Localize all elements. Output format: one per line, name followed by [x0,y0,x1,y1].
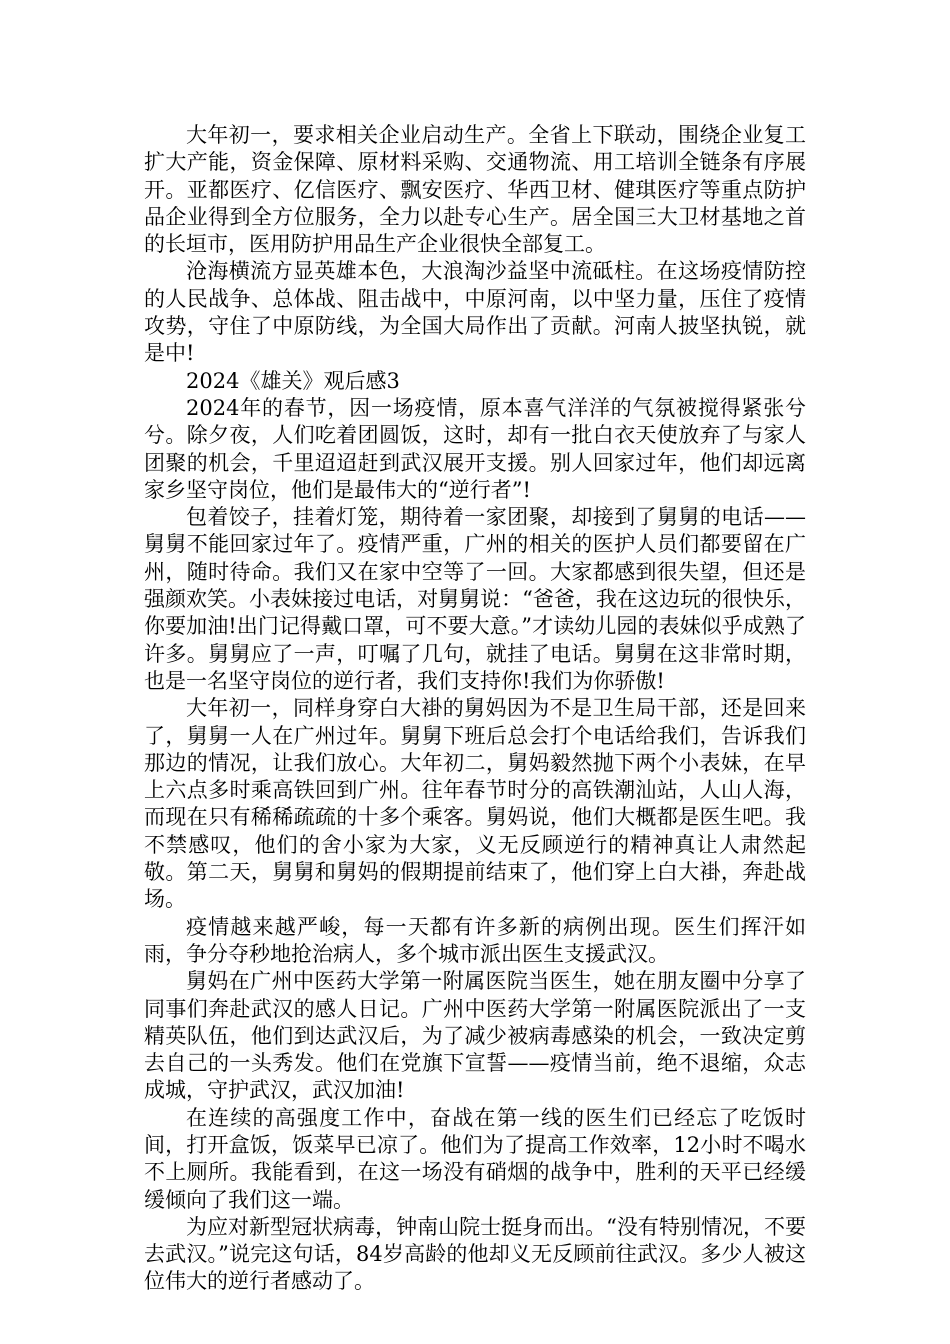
paragraph: 2024年的春节，因一场疫情，原本喜气洋洋的气氛被搅得紧张兮兮。除夕夜，人们吃着团圆饭，这时，却有一批白衣天使放弃了与家人团聚的机会，千里迢迢赶到武汉展开支援。别人回家过年，他们却远离家乡坚守岗位，他们是最伟大的“逆行者”! [144,395,806,502]
paragraph: 为应对新型冠状病毒，钟南山院士挺身而出。“没有特别情况，不要去武汉。”说完这句话，84岁高龄的他却义无反顾前往武汉。多少人被这位伟大的逆行者感动了。 [144,1214,806,1294]
paragraph: 在连续的高强度工作中，奋战在第一线的医生们已经忘了吃饭时间，打开盒饭，饭菜早已凉了。他们为了提高工作效率，12小时不喝水不上厕所。我能看到，在这一场没有硝烟的战争中，胜利的天平已经缓缓倾向了我们这一端。 [144,1105,806,1212]
section-heading: 2024《雄关》观后感3 [186,368,400,393]
paragraph: 沧海横流方显英雄本色，大浪淘沙益坚中流砥柱。在这场疫情防控的人民战争、总体战、阻击战中，中原河南，以中坚力量，压住了疫情攻势，守住了中原防线，为全国大局作出了贡献。河南人披坚执锐，就是中! [144,259,806,366]
paragraph: 大年初一，同样身穿白大褂的舅妈因为不是卫生局干部，还是回来了，舅舅一人在广州过年。舅舅下班后总会打个电话给我们，告诉我们那边的情况，让我们放心。大年初二，舅妈毅然抛下两个小表妹，在早上六点多时乘高铁回到广州。往年春节时分的高铁潮汕站，人山人海，而现在只有稀稀疏疏的十多个乘客。舅妈说，他们大概都是医生吧。我不禁感叹，他们的舍小家为大家，义无反顾逆行的精神真让人肃然起敬。第二天，舅舅和舅妈的假期提前结束了，他们穿上白大褂，奔赴战场。 [144,696,806,912]
paragraph: 包着饺子，挂着灯笼，期待着一家团聚，却接到了舅舅的电话——舅舅不能回家过年了。疫情严重，广州的相关的医护人员们都要留在广州，随时待命。我们又在家中空等了一回。大家都感到很失望，但还是强颜欢笑。小表妹接过电话，对舅舅说：“爸爸，我在这边玩的很快乐，你要加油!出门记得戴口罩，可不要大意。”才读幼儿园的表妹似乎成熟了许多。舅舅应了一声，叮嘱了几句，就挂了电话。舅舅在这非常时期，也是一名坚守岗位的逆行者，我们支持你!我们为你骄傲! [144,505,806,693]
paragraph: 疫情越来越严峻，每一天都有许多新的病例出现。医生们挥汗如雨，争分夺秒地抢治病人，多个城市派出医生支援武汉。 [144,914,806,966]
document-body [144,122,806,1296]
paragraph: 舅妈在广州中医药大学第一附属医院当医生，她在朋友圈中分享了同事们奔赴武汉的感人日记。广州中医药大学第一附属医院派出了一支精英队伍，他们到达武汉后，为了减少被病毒感染的机会，一致决定剪去自己的一头秀发。他们在党旗下宣誓——疫情当前，绝不退缩，众志成城，守护武汉，武汉加油! [144,969,806,1103]
paragraph: 大年初一，要求相关企业启动生产。全省上下联动，围绕企业复工扩大产能，资金保障、原材料采购、交通物流、用工培训全链条有序展开。亚都医疗、亿信医疗、飘安医疗、华西卫材、健琪医疗等重点防护品企业得到全方位服务，全力以赴专心生产。居全国三大卫材基地之首的长垣市，医用防护用品生产企业很快全部复工。 [144,123,806,257]
